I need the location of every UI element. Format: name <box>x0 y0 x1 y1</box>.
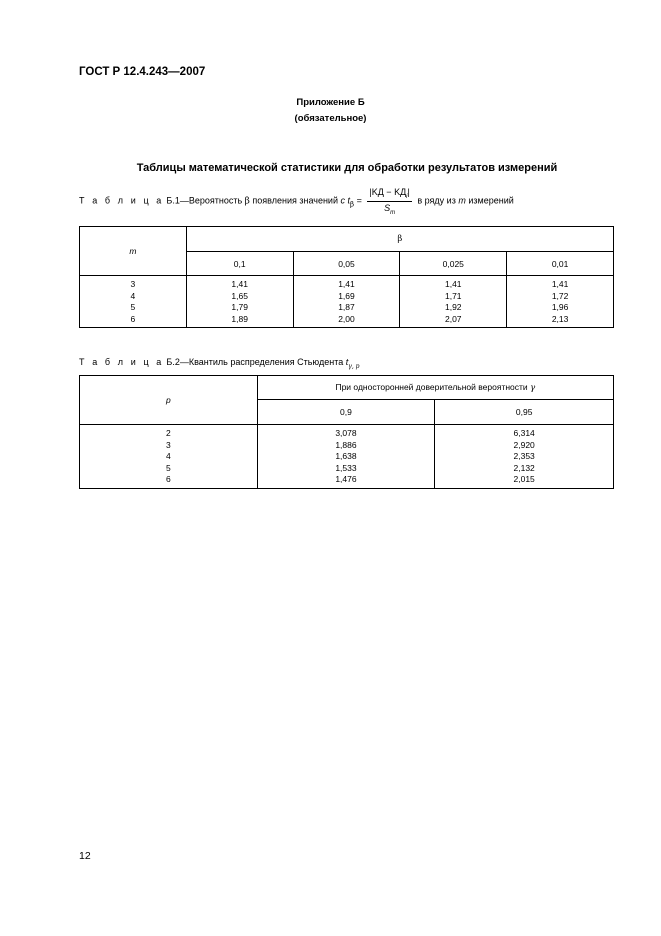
table2-gamma-value: 0,95 <box>435 400 614 425</box>
table1-column-001 <box>507 276 614 328</box>
table2-header-gamma-symbol: γ <box>530 383 536 393</box>
table2-cell: 1,533 <box>335 462 357 473</box>
table2-p-value: 5 <box>165 462 171 473</box>
table1-column-0025 <box>400 276 507 328</box>
table2-cell: 2,920 <box>513 439 535 450</box>
table1-caption-c: c <box>340 195 345 206</box>
table2-cell: 6,314 <box>513 428 535 438</box>
table2-cell: 1,886 <box>335 439 357 450</box>
table2-header-gamma-text: При односторонней доверительной вероятности <box>335 382 528 392</box>
table2-caption-prefix: Т а б л и ц а <box>79 357 164 367</box>
table1-formula-den-text: S <box>384 202 391 213</box>
table2-p-value: 4 <box>165 451 171 461</box>
table1-caption-beta: β <box>244 196 250 207</box>
table1-cell: 1,41 <box>444 279 462 289</box>
table1-beta-value: 0,05 <box>293 252 400 276</box>
table1-cell: 1,96 <box>551 302 569 312</box>
table1-cell: 1,89 <box>231 313 248 324</box>
table1-cell: 1,87 <box>338 302 355 312</box>
table1-cell: 1,71 <box>444 290 462 301</box>
table1-caption <box>79 187 514 216</box>
table1-caption-text3: в ряду из <box>417 195 456 206</box>
table2-header-p: p <box>80 376 258 425</box>
table1-formula-num-end: | <box>407 187 410 197</box>
table1-caption-eq: = <box>356 195 362 206</box>
appendix-label: Приложение Б <box>296 97 365 108</box>
table-b1 <box>79 226 614 328</box>
table1-formula-numerator <box>367 187 411 202</box>
table1-formula-num-text: |KД − KД <box>369 187 407 197</box>
table2-caption <box>79 357 360 370</box>
table2-cell: 2,015 <box>513 474 535 484</box>
table1-formula-den-sub: m <box>390 209 396 216</box>
section-title: Таблицы математической статистики для обработки результатов измерений <box>136 162 558 174</box>
table2-header-gamma <box>257 376 613 400</box>
table1-cell: 1,41 <box>338 279 355 289</box>
table1-m-column <box>80 276 187 328</box>
table1-column-01 <box>186 276 293 328</box>
table1-beta-value: 0,01 <box>507 252 614 276</box>
table1-header-m: m <box>80 227 187 276</box>
table1-cell: 2,13 <box>551 313 569 324</box>
appendix-status: (обязательное) <box>294 113 367 124</box>
table1-caption-t-sub: β <box>350 200 355 209</box>
table1-cell: 1,41 <box>551 279 569 289</box>
table1-cell: 1,72 <box>551 290 569 301</box>
table2-p-value: 3 <box>165 439 171 450</box>
table1-formula-num-sub: i <box>406 193 408 200</box>
table2-caption-number: Б.2 <box>166 357 180 367</box>
table2-p-column <box>80 425 258 489</box>
table1-formula-denominator <box>367 202 411 216</box>
table1-beta-value: 0,025 <box>400 252 507 276</box>
table2-gamma-value: 0,9 <box>257 400 435 425</box>
table1-caption-text4: измерений <box>468 195 514 206</box>
table1-caption-m: m <box>458 195 466 206</box>
table1-cell: 1,65 <box>231 290 248 301</box>
table1-m-value: 6 <box>130 313 136 324</box>
table1-column-005 <box>293 276 400 328</box>
table1-caption-text: —Вероятность <box>179 195 243 206</box>
table2-p-value: 6 <box>165 474 171 484</box>
table2-cell: 3,078 <box>335 428 357 438</box>
document-header: ГОСТ Р 12.4.243—2007 <box>79 66 206 78</box>
table1-cell: 2,07 <box>444 313 462 324</box>
table2-cell: 1,638 <box>335 451 357 461</box>
table-b2 <box>79 375 614 489</box>
table1-cell: 1,92 <box>444 302 462 312</box>
table2-caption-t-sub: γ, p <box>348 362 360 370</box>
table1-header-beta: β <box>186 227 613 252</box>
table2-p-value: 2 <box>165 428 171 438</box>
table1-m-value: 5 <box>130 302 136 312</box>
table1-cell: 1,41 <box>231 279 248 289</box>
table2-caption-text: —Квантиль распределения Стьюдента <box>179 357 344 367</box>
table1-caption-prefix: Т а б л и ц а <box>79 195 164 206</box>
table2-cell: 2,132 <box>513 462 535 473</box>
table1-cell: 1,69 <box>338 290 355 301</box>
table1-cell: 2,00 <box>338 313 355 324</box>
table1-caption-number: Б.1 <box>166 195 180 206</box>
table1-caption-text2: появления значений <box>252 195 338 206</box>
table1-beta-value: 0,1 <box>186 252 293 276</box>
page-number: 12 <box>79 850 91 862</box>
table2-caption-t: t <box>345 357 349 367</box>
table2-column-095 <box>435 425 614 489</box>
table1-m-value: 3 <box>130 279 136 289</box>
table2-cell: 2,353 <box>513 451 535 461</box>
table1-caption-t: t <box>347 195 351 206</box>
table1-cell: 1,79 <box>231 302 248 312</box>
table1-formula <box>367 187 411 216</box>
table2-cell: 1,476 <box>335 474 357 484</box>
table2-column-09 <box>257 425 435 489</box>
table1-m-value: 4 <box>130 290 136 301</box>
